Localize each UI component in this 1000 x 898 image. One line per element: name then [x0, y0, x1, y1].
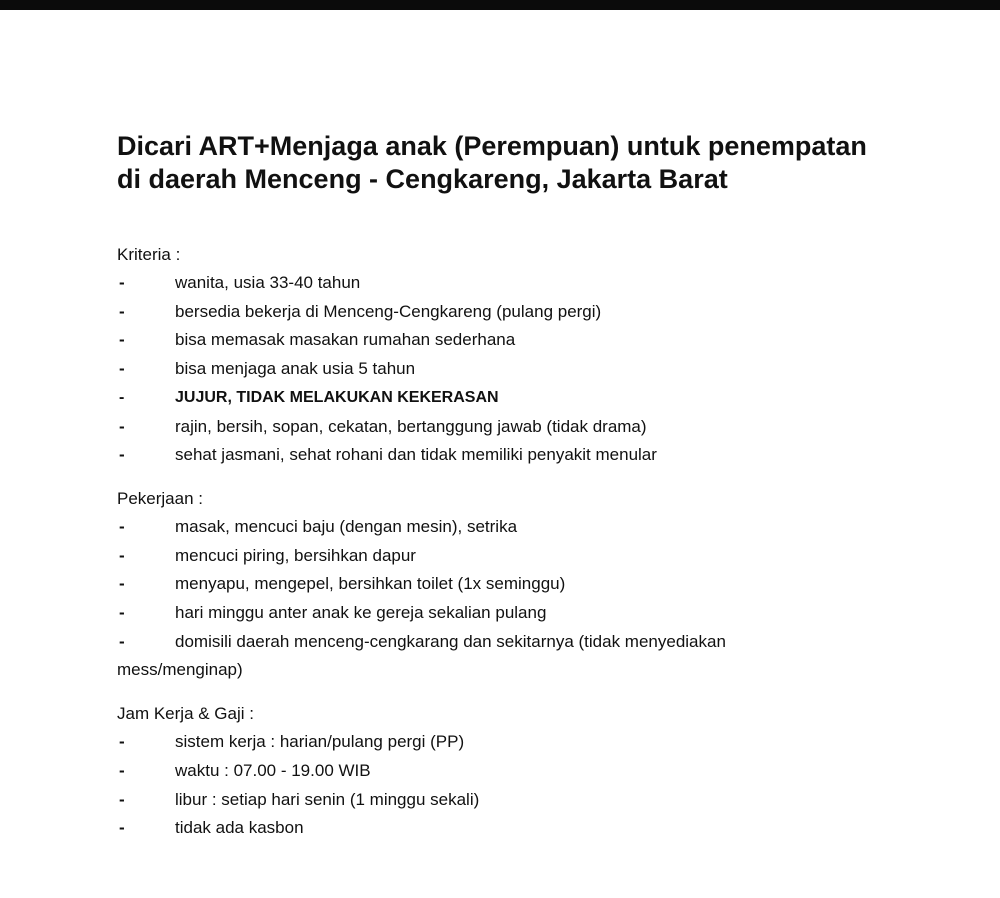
- list-item: - bisa menjaga anak usia 5 tahun: [117, 355, 957, 384]
- tasks-list: [117, 513, 957, 685]
- top-bar: [0, 0, 1000, 10]
- section-heading: Pekerjaan :: [117, 488, 203, 508]
- list-item: - bersedia bekerja di Menceng-Cengkareng (pulang pergi): [117, 298, 957, 327]
- list-item: - menyapu, mengepel, bersihkan toilet (1x seminggu): [117, 570, 957, 599]
- section-kriteria: [117, 240, 957, 470]
- list-item: - JUJUR, TIDAK MELAKUKAN KEKERASAN: [117, 384, 957, 413]
- list-item: - sistem kerja : harian/pulang pergi (PP): [117, 728, 957, 757]
- list-item: - bisa memasak masakan rumahan sederhana: [117, 326, 957, 355]
- section-heading: Jam Kerja & Gaji :: [117, 704, 254, 724]
- list-item: - masak, mencuci baju (dengan mesin), setrika: [117, 513, 957, 542]
- list-item: - rajin, bersih, sopan, cekatan, bertanggung jawab (tidak drama): [117, 413, 957, 442]
- list-item: - tidak ada kasbon: [117, 814, 957, 843]
- document-page: [117, 130, 957, 843]
- list-item: - waktu : 07.00 - 19.00 WIB: [117, 757, 957, 786]
- section-jam-kerja-gaji: [117, 699, 957, 843]
- list-item: - wanita, usia 33-40 tahun: [117, 269, 957, 298]
- page-title: Dicari ART+Menjaga anak (Perempuan) untuk penempatan di daerah Menceng - Cengkareng, Jakarta Barat: [117, 131, 867, 194]
- list-item: [117, 628, 957, 685]
- list-item-text: domisili daerah menceng-cengkarang dan sekitarnya (tidak menyediakan: [175, 631, 726, 651]
- schedule-list: [117, 728, 957, 843]
- list-item: - mencuci piring, bersihkan dapur: [117, 542, 957, 571]
- list-item: - sehat jasmani, sehat rohani dan tidak memiliki penyakit menular: [117, 441, 957, 470]
- section-pekerjaan: [117, 484, 957, 685]
- list-item-continuation: mess/menginap): [117, 660, 243, 680]
- list-item: - libur : setiap hari senin (1 minggu sekali): [117, 786, 957, 815]
- list-item: - hari minggu anter anak ke gereja sekalian pulang: [117, 599, 957, 628]
- section-heading: Kriteria :: [117, 245, 181, 264]
- criteria-list: [117, 269, 957, 470]
